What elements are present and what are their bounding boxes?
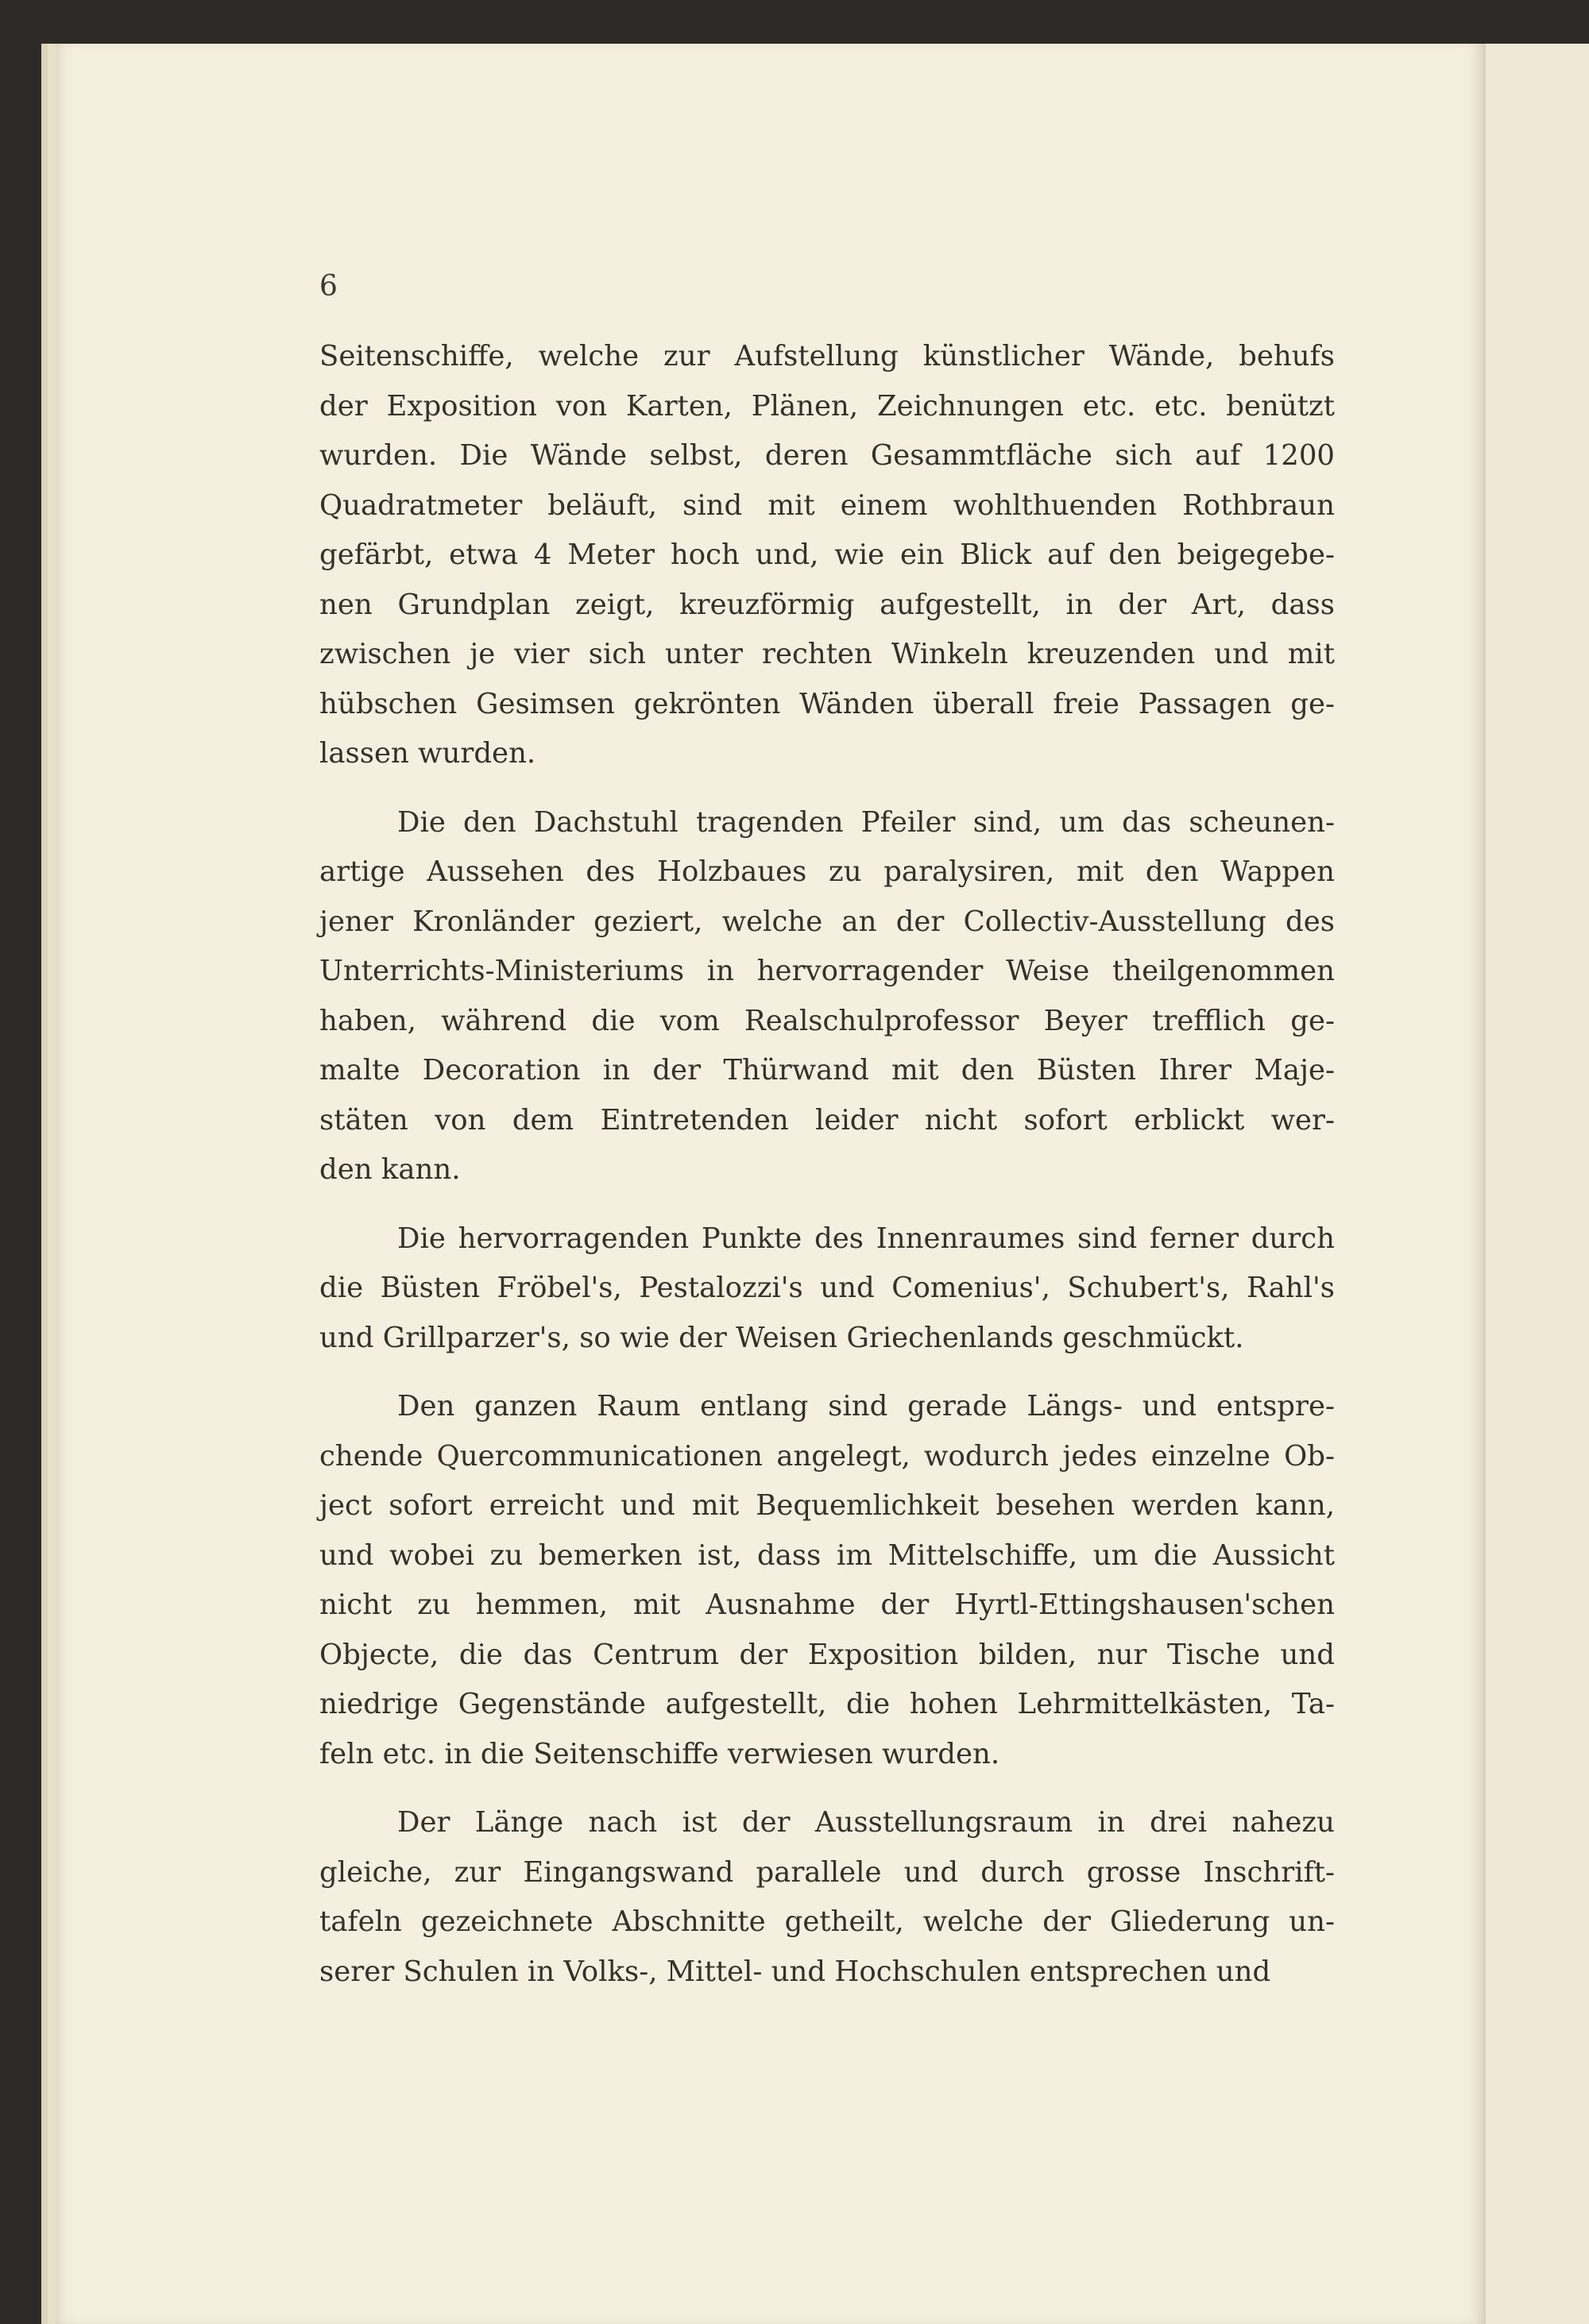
text-line: lassen wurden. bbox=[319, 737, 536, 770]
text-line: serer Schulen in Volks-, Mittel- und Hochschulen entsprechen und bbox=[319, 1955, 1271, 1988]
text-line: ject sofort erreicht und mit Bequemlichkeit besehen werden kann, bbox=[319, 1489, 1335, 1522]
text-line: haben, während die vom Realschulprofessor Beyer trefflich ge- bbox=[319, 1004, 1335, 1037]
text-line: die Büsten Fröbel's, Pestalozzi's und Comenius', Schubert's, Rahl's bbox=[319, 1272, 1335, 1304]
text-line: nen Grundplan zeigt, kreuzförmig aufgestellt, in der Art, dass bbox=[319, 588, 1335, 621]
text-line: jener Kronländer geziert, welche an der Collectiv-Ausstellung des bbox=[319, 905, 1335, 938]
paragraph bbox=[319, 1214, 1335, 1364]
text-line: hübschen Gesimsen gekrönten Wänden überall freie Passagen ge- bbox=[319, 687, 1335, 720]
text-line: Den ganzen Raum entlang sind gerade Längs- und entspre- bbox=[397, 1390, 1335, 1423]
text-line: und Grillparzer's, so wie der Weisen Griechenlands geschmückt. bbox=[319, 1321, 1244, 1354]
text-line: Seitenschiffe, welche zur Aufstellung künstlicher Wände, behufs bbox=[319, 340, 1335, 373]
text-line: malte Decoration in der Thürwand mit den Büsten Ihrer Maje- bbox=[319, 1054, 1335, 1087]
text-line: Der Länge nach ist der Ausstellungsraum in drei nahezu bbox=[397, 1806, 1335, 1839]
text-line: chende Quercommunicationen angelegt, wodurch jedes einzelne Ob- bbox=[319, 1439, 1335, 1473]
page-number: 6 bbox=[319, 270, 338, 303]
paragraph bbox=[319, 1798, 1335, 1997]
paragraph bbox=[319, 1382, 1335, 1779]
text-line: niedrige Gegenstände aufgestellt, die hohen Lehrmittelkästen, Ta- bbox=[319, 1688, 1335, 1720]
adjacent-page-edge bbox=[1474, 44, 1589, 2324]
text-line: Die hervorragenden Punkte des Innenraumes sind ferner durch bbox=[397, 1222, 1335, 1255]
text-line: gleiche, zur Eingangswand parallele und durch grosse Inschrift- bbox=[319, 1855, 1335, 1889]
text-line: gefärbt, etwa 4 Meter hoch und, wie ein Blick auf den beigegebe- bbox=[319, 539, 1335, 571]
text-line: Objecte, die das Centrum der Exposition bilden, nur Tische und bbox=[319, 1638, 1335, 1671]
text-line: den kann. bbox=[319, 1153, 461, 1186]
text-line: artige Aussehen des Holzbaues zu paralysiren, mit den Wappen bbox=[319, 855, 1335, 888]
text-line: stäten von dem Eintretenden leider nicht sofort erblickt wer- bbox=[319, 1103, 1335, 1137]
text-line: wurden. Die Wände selbst, deren Gesammtfläche sich auf 1200 bbox=[319, 439, 1335, 472]
text-line: tafeln gezeichnete Abschnitte getheilt, welche der Gliederung un- bbox=[319, 1905, 1335, 1938]
text-line: der Exposition von Karten, Plänen, Zeichnungen etc. etc. benützt bbox=[319, 389, 1335, 423]
text-line: Die den Dachstuhl tragenden Pfeiler sind, um das scheunen- bbox=[397, 805, 1335, 839]
text-line: Quadratmeter beläuft, sind mit einem wohlthuenden Rothbraun bbox=[319, 488, 1335, 522]
paragraph bbox=[319, 798, 1335, 1195]
text-line: feln etc. in die Seitenschiffe verwiesen wurden. bbox=[319, 1737, 1000, 1770]
text-body bbox=[319, 332, 1335, 2016]
text-line: und wobei zu bemerken ist, dass im Mittelschiffe, um die Aussicht bbox=[319, 1538, 1335, 1572]
paragraph bbox=[319, 332, 1335, 779]
text-line: nicht zu hemmen, mit Ausnahme der Hyrtl-Ettingshausen'schen bbox=[319, 1589, 1335, 1621]
text-line: Unterrichts-Ministeriums in hervorragender Weise theilgenommen bbox=[319, 955, 1335, 987]
text-line: zwischen je vier sich unter rechten Winkeln kreuzenden und mit bbox=[319, 638, 1335, 670]
